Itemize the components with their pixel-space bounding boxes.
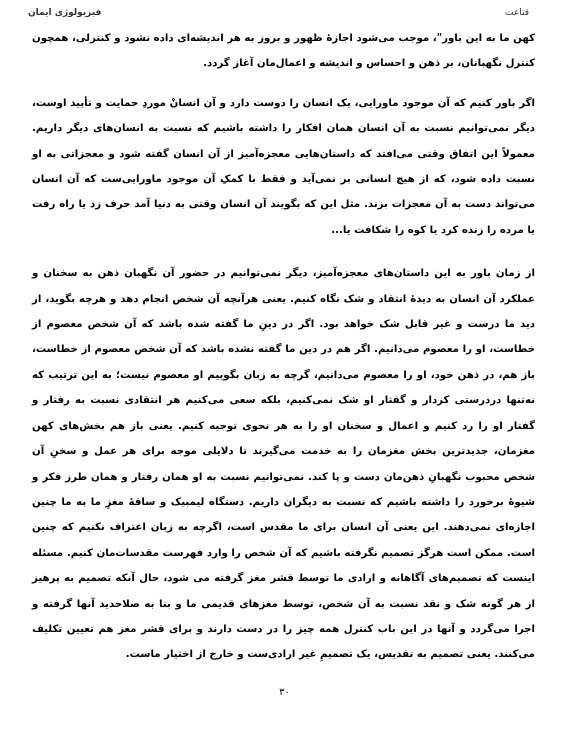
page-number: ۳۰ [279,687,290,698]
running-header [28,8,529,24]
book-title: فیزیولوژی ایمان [28,8,102,18]
paragraph: کهن ما به این باور"، موجب می‌شود اجازهٔ ظهور و بروز به هر اندیشه‌ای داده نشود و کنترلی، همچون کنترل نگهبانان، بر ذهن و احساس و اندیشه و اعمال‌مان آغاز گردد. [32,33,535,70]
author-name: قناعت [505,8,529,18]
body-text [32,26,535,686]
paragraph: از زمان باور به این داستان‌های معجزه‌آمیز، دیگر نمی‌توانیم در حضور آن نگهبان ذهن به سخنان و عملکرد آن انسان به دیدهٔ انتقاد و شک نگاه کنیم. یعنی هرآنچه آن شخص انجام دهد و هرچه بگوید، از دید ما درست و غیر قابل شک خواهد بود. اگر در دینِ ما گفته شده باشد که آن شخص معصوم از خطاست، او را معصوم می‌دانیم. اگر هم در دین ما گفته نشده باشد که آن شخص معصوم از خطاست، باز هم، در ذهن خود، او را معصوم می‌دانیم، گرچه به زبان بگوییم او معصوم نیست؛ به این ترتیب که نه‌تنها دردرستی کردار و گفتار او شک نمی‌کنیم، بلکه سعی می‌کنیم هر انتقادی نسبت به رفتار و گفتار او را رد کنیم و اعمال و سخنان او را به هر نحوی توجیه کنیم. یعنی باز هم بخش‌های کهن مغزمان، جدیدترین بخش مغزمان را به خدمت می‌گیرند تا دلایلی موجه برای هر عمل و سخنِ آن شخص محبوب نگهبانِ ذهن‌مان دست و پا کند. نمی‌توانیم نسبت به او همان رفتار و همان طرز فکر و شیوهٔ برخورد را داشته باشیم که نسبت به دیگران داریم. دستگاه لیمبیک و ساقهٔ مغزِ ما به ما چنین اجازه‌ای نمی‌دهند. این یعنی آن انسان برای ما مقدس است، اگرچه به زبان اعتراف نکنیم که چنین است. ممکن است هرگز تصمیم نگرفته باشیم که آن شخص را وارد فهرست مقدسات‌مان کنیم. مسئله اینست که تصمیم‌های آگاهانه و ارادی ما توسط قشر مغز گرفته می شود، حال آنکه تصمیم به پرهیز از هر گونه شک و نقد نسبت به آن شخص، توسط مغزهای قدیمی ما و بنا به صلاحدید آنها گرفته و اجرا می‌گردد و آنها در این باب کنترل همه چیز را در دست دارند و برای قشر مغز هم تعیین تکلیف می‌کنند. یعنی تصمیم به تقدیس، یک تصمیمِ غیر ارادی‌ست و خارج از اختیار ماست. [32,268,535,661]
paragraph: اگر باور کنیم که آن موجود ماورایی، یک انسان را دوست دارد و آن انسانْ موردِ حمایت و تأیید اوست، دیگر نمی‌توانیم نسبت به آن انسان همان افکار را داشته باشیم که نسبت به انسان‌های دیگر داریم. معمولاً این اتفاق وقتی می‌افتد که داستان‌هایی معجزه‌آمیز از آن انسان گفته شود و معجزاتی به او نسبت داده شود، که از هیچ انسانی بر نمی‌آید و فقط با کمکِ آن موجود ماورایی‌ست که آن انسان می‌تواند دست به آن معجزات بزند. مثل این که بگویند آن انسان وقتی به دنیا آمد حرف زد یا راه رفت یا مرده را زنده کرد یا کوه را شکافت یا... [32,97,535,236]
